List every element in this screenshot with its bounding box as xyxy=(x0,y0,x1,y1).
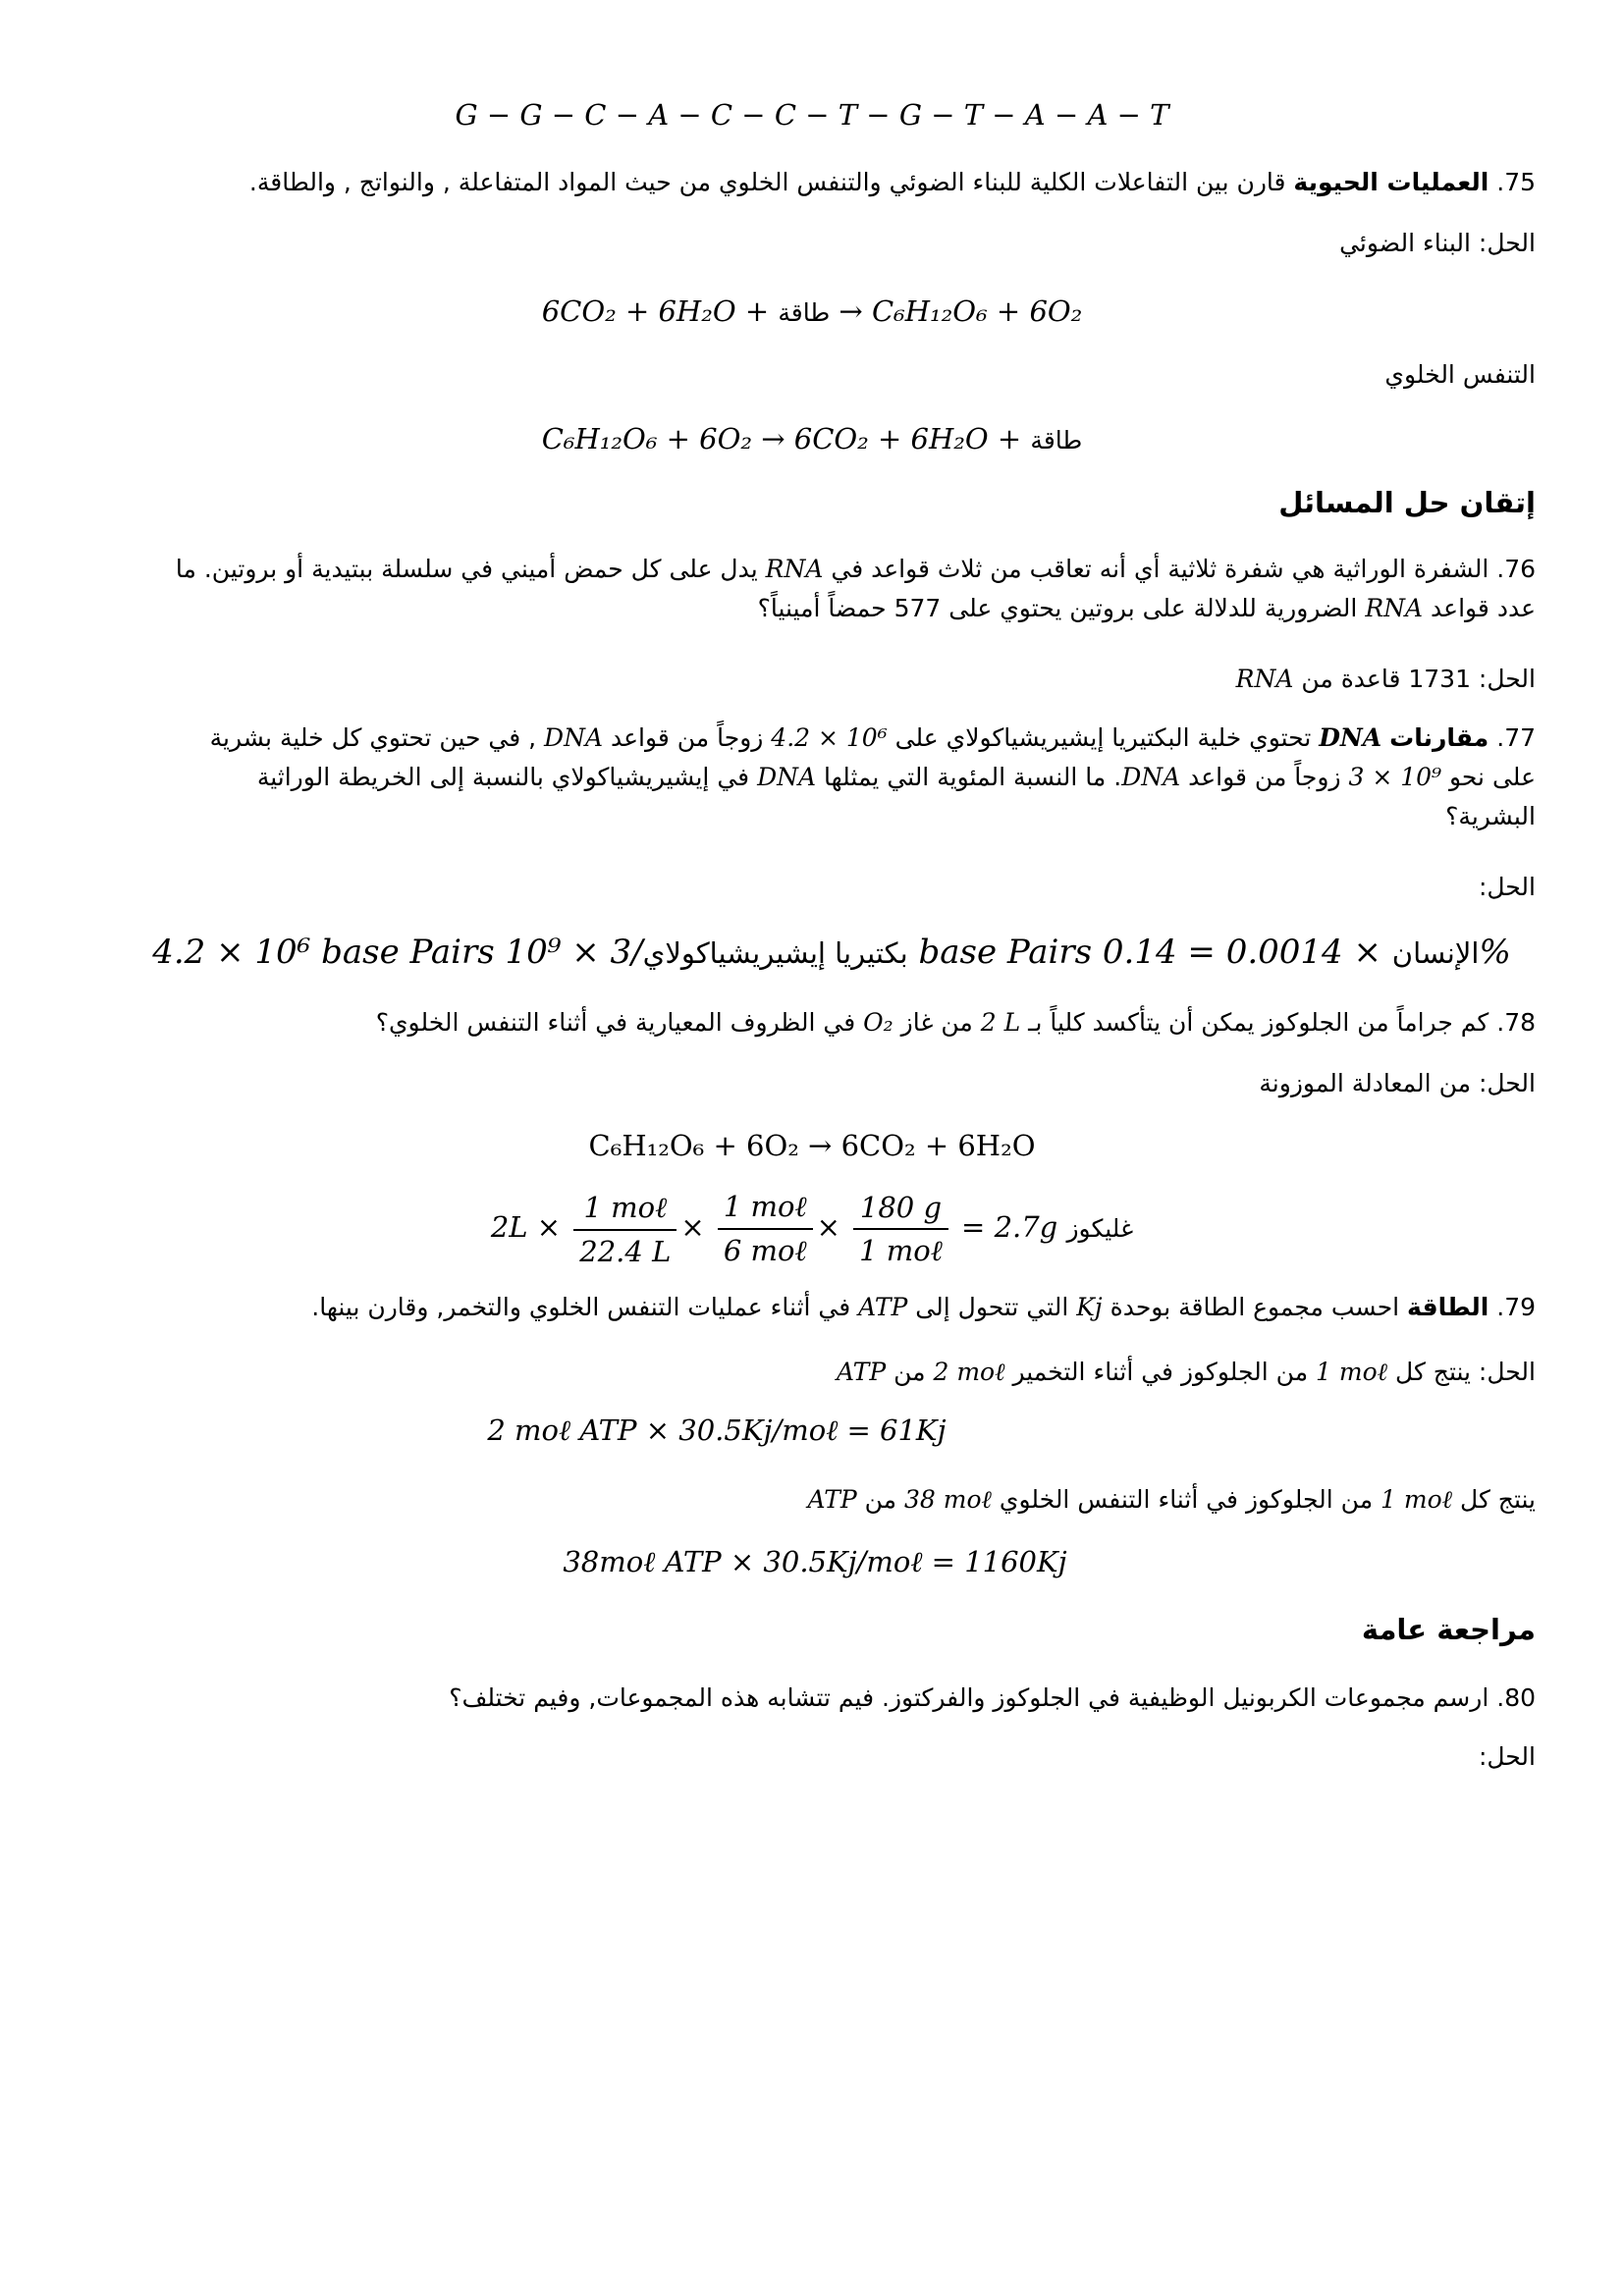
question-topic: العمليات الحيوية xyxy=(1293,168,1489,196)
value: 38 moℓ xyxy=(904,1485,992,1514)
kj-term: Kj xyxy=(1076,1293,1103,1321)
section-title: إتقان حل المسائل xyxy=(1278,486,1536,519)
text: الحل: 1731 قاعدة من xyxy=(1293,665,1536,693)
question-77 xyxy=(128,719,1536,836)
eq-lhs: 6CO₂ + 6H₂O + xyxy=(541,294,779,328)
text: من الجلوكوز في أثناء التنفس الخلوي xyxy=(991,1485,1381,1514)
q79-solution-1 xyxy=(128,1353,1536,1392)
respiration-label: التنفس الخلوي xyxy=(1384,360,1536,389)
text: الشفرة الوراثية هي شفرة ثلاثية أي أنه تعاقب من ثلاث قواعد في xyxy=(823,555,1497,583)
text: عدد قواعد xyxy=(1423,594,1536,622)
text: البشرية؟ xyxy=(1445,802,1536,830)
question-76 xyxy=(128,550,1536,628)
calc-start: 2L × xyxy=(490,1210,562,1244)
question-78 xyxy=(128,1003,1536,1042)
fraction xyxy=(573,1191,677,1268)
denominator: 22.4 L xyxy=(579,1234,672,1268)
atp-term: ATP xyxy=(858,1293,908,1321)
eq-part: 4.2 × 10⁶ base Pairs xyxy=(152,933,506,972)
eq-arabic-word: الإنسان xyxy=(1391,936,1480,970)
text: التي تتحول إلى xyxy=(907,1293,1077,1321)
eq-energy-word: طاقة xyxy=(778,298,831,327)
section-heading-problem-solving xyxy=(128,483,1536,522)
numerator: 180 g xyxy=(853,1191,948,1230)
question-text: قارن بين التفاعلات الكلية للبناء الضوئي والتنفس الخلوي من حيث المواد المتفاعلة , والنواتج , والطاقة. xyxy=(248,168,1294,196)
text: يدل على كل حمض أميني في سلسلة ببتيدية أو بروتين. ما xyxy=(175,555,766,583)
eq-energy-word: طاقة xyxy=(1030,426,1083,454)
question-text: ارسم مجموعات الكربونيل الوظيفية في الجلوكوز والفركتوز. فيم تتشابه هذه المجموعات, وفيم تختلف؟ xyxy=(449,1683,1497,1712)
question-number: 76. xyxy=(1496,555,1536,583)
photosynthesis-equation xyxy=(0,294,1624,328)
dna-sequence: G − G − C − A − C − C − T − G − T − A − A − T xyxy=(455,98,1169,132)
o2-term: O₂ xyxy=(863,1008,893,1037)
fermentation-equation: 2 moℓ ATP × 30.5Kj/moℓ = 61Kj xyxy=(487,1414,947,1447)
rna-term: RNA xyxy=(765,555,824,583)
fraction xyxy=(718,1190,813,1268)
eq-arabic-word: بكتيريا إيشيريشياكولاي xyxy=(642,936,908,970)
text: في أثناء عمليات التنفس الخلوي والتخمر, وقارن بينها. xyxy=(311,1293,859,1321)
calc-unit-word: غليكوز xyxy=(1066,1214,1134,1243)
rna-term: RNA xyxy=(1235,665,1294,693)
dna-term: DNA xyxy=(1121,763,1181,791)
solution-label: الحل: xyxy=(1478,873,1536,901)
value: 2 L xyxy=(980,1008,1021,1037)
solution-label: الحل: xyxy=(1478,1742,1536,1771)
text: احسب مجموع الطاقة بوحدة xyxy=(1102,1293,1408,1321)
question-number: 77. xyxy=(1496,723,1536,752)
q77-equation xyxy=(128,933,1536,972)
text: تحتوي خلية البكتيريا إيشيريشياكولاي على xyxy=(887,723,1320,752)
text: من xyxy=(886,1358,934,1386)
dna-term: DNA xyxy=(757,763,817,791)
calc-result: = 2.7g xyxy=(961,1210,1058,1244)
respiration-energy-equation: 38moℓ ATP × 30.5Kj/moℓ = 1160Kj xyxy=(563,1545,1067,1578)
question-number: 79. xyxy=(1496,1293,1536,1321)
question-topic: مقارنات xyxy=(1389,723,1489,752)
dna-term: DNA xyxy=(1319,723,1382,752)
solution-label: الحل: من المعادلة الموزونة xyxy=(1259,1069,1536,1097)
question-80 xyxy=(128,1679,1536,1718)
text: زوجاً من قواعد xyxy=(1180,763,1349,791)
value: 2 moℓ xyxy=(933,1358,1005,1386)
q77-solution-label xyxy=(128,868,1536,907)
text: في إيشيريشياكولاي بالنسبة إلى الخريطة الوراثية xyxy=(256,763,758,791)
section-title: مراجعة عامة xyxy=(1361,1613,1536,1646)
text: الحل: ينتج كل xyxy=(1387,1358,1536,1386)
question-number: 80. xyxy=(1496,1683,1536,1712)
q80-solution-label xyxy=(128,1737,1536,1777)
atp-term: ATP xyxy=(807,1485,857,1514)
q78-calculation: 2L × $\frac{\text{1 moℓ}}{22.4 L}$ × $\frac{\text{1 moℓ}}{\text{6 moℓ}}$ × $\frac{180 g}{\text{1 moℓ}}$ = 2.7g غليكوز xyxy=(490,1190,1134,1268)
text: في الظروف المعيارية في أثناء التنفس الخلوي؟ xyxy=(375,1008,864,1037)
section-heading-general-review xyxy=(128,1610,1536,1649)
text: . ما النسبة المئوية التي يمثلها xyxy=(816,763,1122,791)
question-topic: الطاقة xyxy=(1407,1293,1489,1321)
eq-part: /3 × 10⁹ base Pairs xyxy=(505,933,1103,972)
eq-part: × 0.0014 = 0.14% xyxy=(1102,933,1511,972)
respiration-label-block xyxy=(128,355,1536,395)
rna-term: RNA xyxy=(1365,594,1424,622)
text: الضرورية للدلالة على بروتين يحتوي على 577 حمضاً أمينياً؟ xyxy=(757,594,1366,622)
question-number: 78. xyxy=(1496,1008,1536,1037)
text: ينتج كل xyxy=(1452,1485,1536,1514)
eq-rhs: → C₆H₁₂O₆ + 6O₂ xyxy=(830,294,1083,328)
denominator: 6 moℓ xyxy=(723,1234,807,1267)
eq-lhs: C₆H₁₂O₆ + 6O₂ → 6CO₂ + 6H₂O + xyxy=(541,422,1031,455)
text: كم جراماً من الجلوكوز يمكن أن يتأكسد كلياً بـ xyxy=(1020,1008,1497,1037)
q76-solution xyxy=(128,660,1536,699)
text: على نحو xyxy=(1441,763,1536,791)
value: 4.2 × 10⁶ xyxy=(771,723,888,752)
question-79 xyxy=(128,1288,1536,1327)
text: من الجلوكوز في أثناء التخمير xyxy=(1004,1358,1317,1386)
respiration-equation xyxy=(0,422,1624,455)
q78-solution-label xyxy=(128,1064,1536,1103)
value: 3 × 10⁹ xyxy=(1348,763,1442,791)
q75-solution-label xyxy=(128,224,1536,263)
balanced-equation: C₆H₁₂O₆ + 6O₂ → 6CO₂ + 6H₂O xyxy=(588,1129,1036,1162)
atp-term: ATP xyxy=(836,1358,887,1386)
text: زوجاً من قواعد xyxy=(603,723,772,752)
numerator: 1 moℓ xyxy=(573,1191,677,1231)
numerator: 1 moℓ xyxy=(718,1190,813,1230)
dna-term: DNA xyxy=(544,723,604,752)
denominator: 1 moℓ xyxy=(859,1233,943,1267)
photosynthesis-label: الحل: البناء الضوئي xyxy=(1339,229,1536,257)
question-75 xyxy=(128,163,1536,202)
q79-solution-2 xyxy=(128,1480,1536,1520)
fraction xyxy=(853,1191,948,1268)
value: 1 moℓ xyxy=(1380,1485,1453,1514)
text: من xyxy=(856,1485,905,1514)
question-number: 75. xyxy=(1496,168,1536,196)
value: 1 moℓ xyxy=(1316,1358,1388,1386)
text: من غاز xyxy=(893,1008,981,1037)
text: , في حين تحتوي كل خلية بشرية xyxy=(209,723,545,752)
